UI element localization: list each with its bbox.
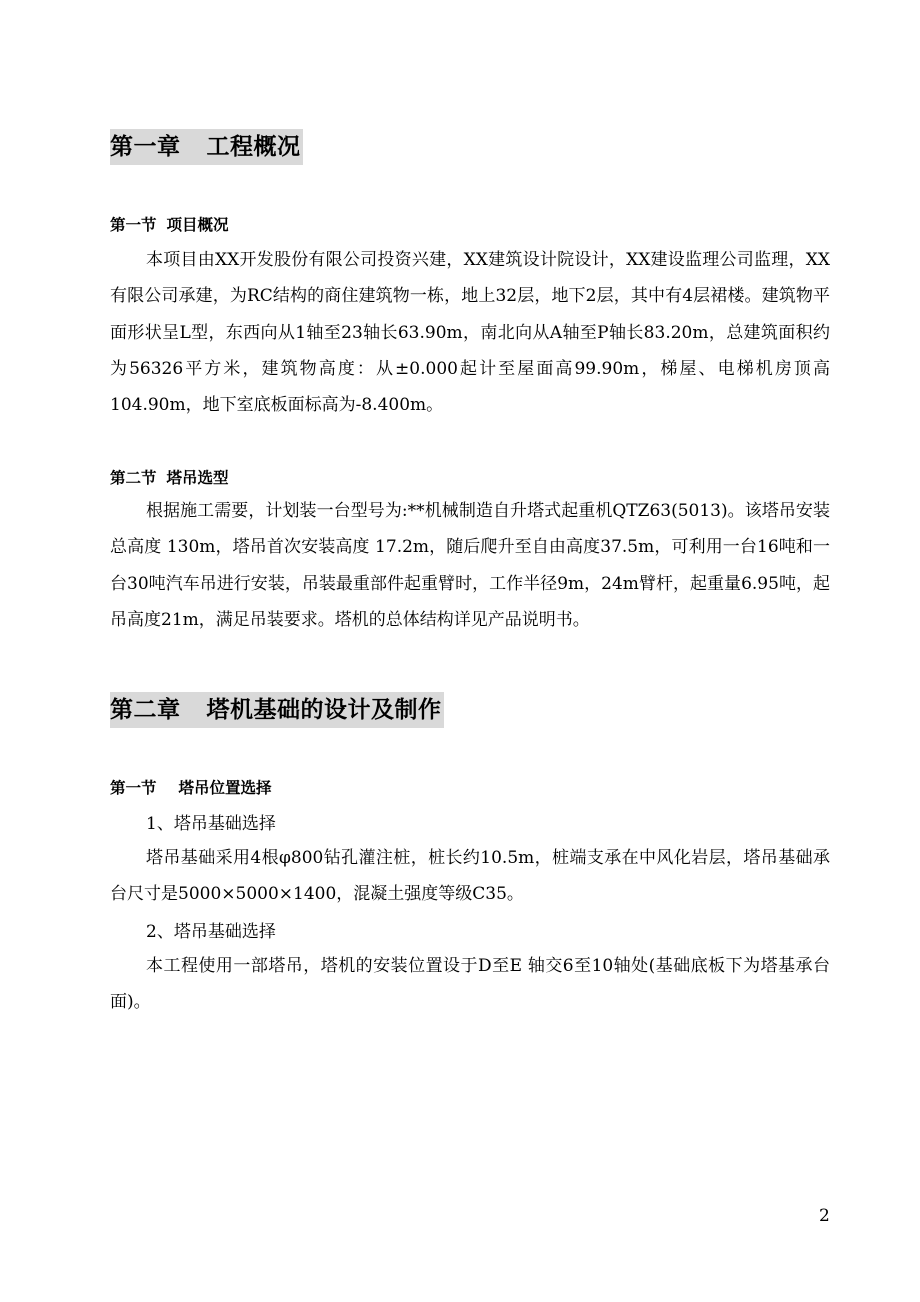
- page-number: 2: [819, 1206, 830, 1226]
- section-2-1-heading: [110, 777, 272, 799]
- section-1-2-title: 塔吊选型: [166, 469, 229, 487]
- chapter-2-title: 塔机基础的设计及制作: [206, 697, 442, 723]
- chapter-1-title: 工程概况: [206, 134, 301, 160]
- section-1-2-number: 第二节: [110, 469, 157, 487]
- chapter-1-number: 第一章: [110, 134, 181, 160]
- item-2-heading: 2、塔吊基础选择: [146, 922, 276, 942]
- chapter-2-number: 第二章: [110, 697, 181, 723]
- section-1-1-title: 项目概况: [166, 216, 229, 234]
- section-1-2-paragraph: 根据施工需要，计划装一台型号为:**机械制造自升塔式起重机QTZ63(5013)。该塔吊安装总高度 130m，塔吊首次安装高度 17.2m，随后爬升至自由高度37.5m，可利用一台16吨和一台30吨汽车吊进行安装，吊装最重部件起重臂时，工作半径9m，24m臂杆，起重量6.95吨，起吊高度21m，满足吊装要求。塔机的总体结构详见产品说明书。: [110, 501, 830, 630]
- section-2-1-title: 塔吊位置选择: [178, 779, 272, 797]
- section-1-1-paragraph: 本项目由XX开发股份有限公司投资兴建，XX建筑设计院设计，XX建设监理公司监理，XX有限公司承建，为RC结构的商住建筑物一栋，地上32层，地下2层，其中有4层裙楼。建筑物平面形状呈L型，东西向从1轴至23轴长63.90m，南北向从A轴至P轴长83.20m，总建筑面积约为56326平方米，建筑物高度：从±0.000起计至屋面高99.90m，梯屋、电梯机房顶高104.90m，地下室底板面标高为-8.400m。: [110, 250, 830, 416]
- section-2-1-number: 第一节: [110, 779, 157, 797]
- item-2-paragraph: 本工程使用一部塔吊，塔机的安装位置设于D至E 轴交6至10轴处(基础底板下为塔基承台面)。: [110, 956, 830, 1013]
- section-1-1-heading: [110, 214, 229, 236]
- section-1-1-number: 第一节: [110, 216, 157, 234]
- chapter-1-heading: [110, 129, 303, 165]
- item-1-heading: 1、塔吊基础选择: [146, 814, 276, 834]
- section-1-2-heading: [110, 467, 229, 489]
- item-1-paragraph: 塔吊基础采用4根φ800钻孔灌注桩，桩长约10.5m，桩端支承在中风化岩层，塔吊基础承台尺寸是5000×5000×1400，混凝土强度等级C35。: [110, 848, 830, 905]
- chapter-2-heading: [110, 692, 444, 728]
